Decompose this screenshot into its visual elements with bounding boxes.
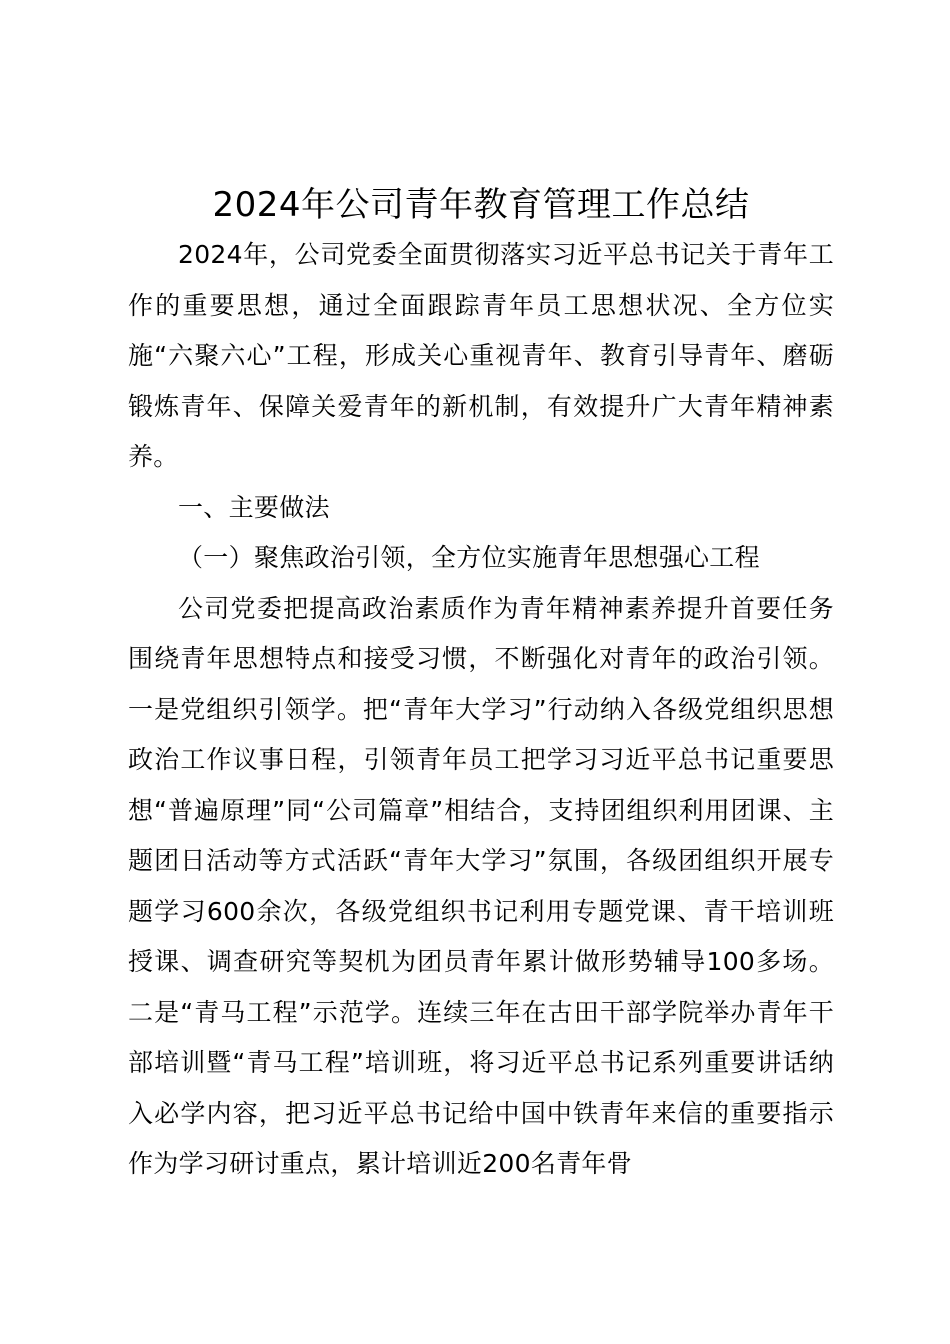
body-paragraph: 公司党委把提高政治素质作为青年精神素养提升首要任务围绕青年思想特点和接受习惯，不断强化对青年的政治引领。一是党组织引领学。把“青年大学习”行动纳入各级党组织思想政治工作议事日程，引领青年员工把学习习近平总书记重要思想“普遍原理”同“公司篇章”相结合，支持团组织利用团课、主题团日活动等方式活跃“青年大学习”氛围，各级团组织开展专题学习600余次，各级党组织书记利用专题党课、青干培训班授课、调查研究等契机为团员青年累计做形势辅导100多场。二是“青马工程”示范学。连续三年在古田干部学院举办青年干部培训暨“青马工程”培训班，将习近平总书记系列重要讲话纳入必学内容，把习近平总书记给中国中铁青年来信的重要指示作为学习研讨重点，累计培训近200名青年骨 [128,593,834,1178]
document-page [128,180,834,1190]
document-title: 2024年公司青年教育管理工作总结 [212,185,750,225]
intro-paragraph: 2024年，公司党委全面贯彻落实习近平总书记关于青年工作的重要思想，通过全面跟踪青年员工思想状况、全方位实施“六聚六心”工程，形成关心重视青年、教育引导青年、磨砺锻炼青年、保障关爱青年的新机制，有效提升广大青年精神素养。 [128,240,834,471]
section-heading: 一、主要做法 [178,492,330,522]
subsection-heading: （一）聚焦政治引领，全方位实施青年思想强心工程 [178,543,760,572]
